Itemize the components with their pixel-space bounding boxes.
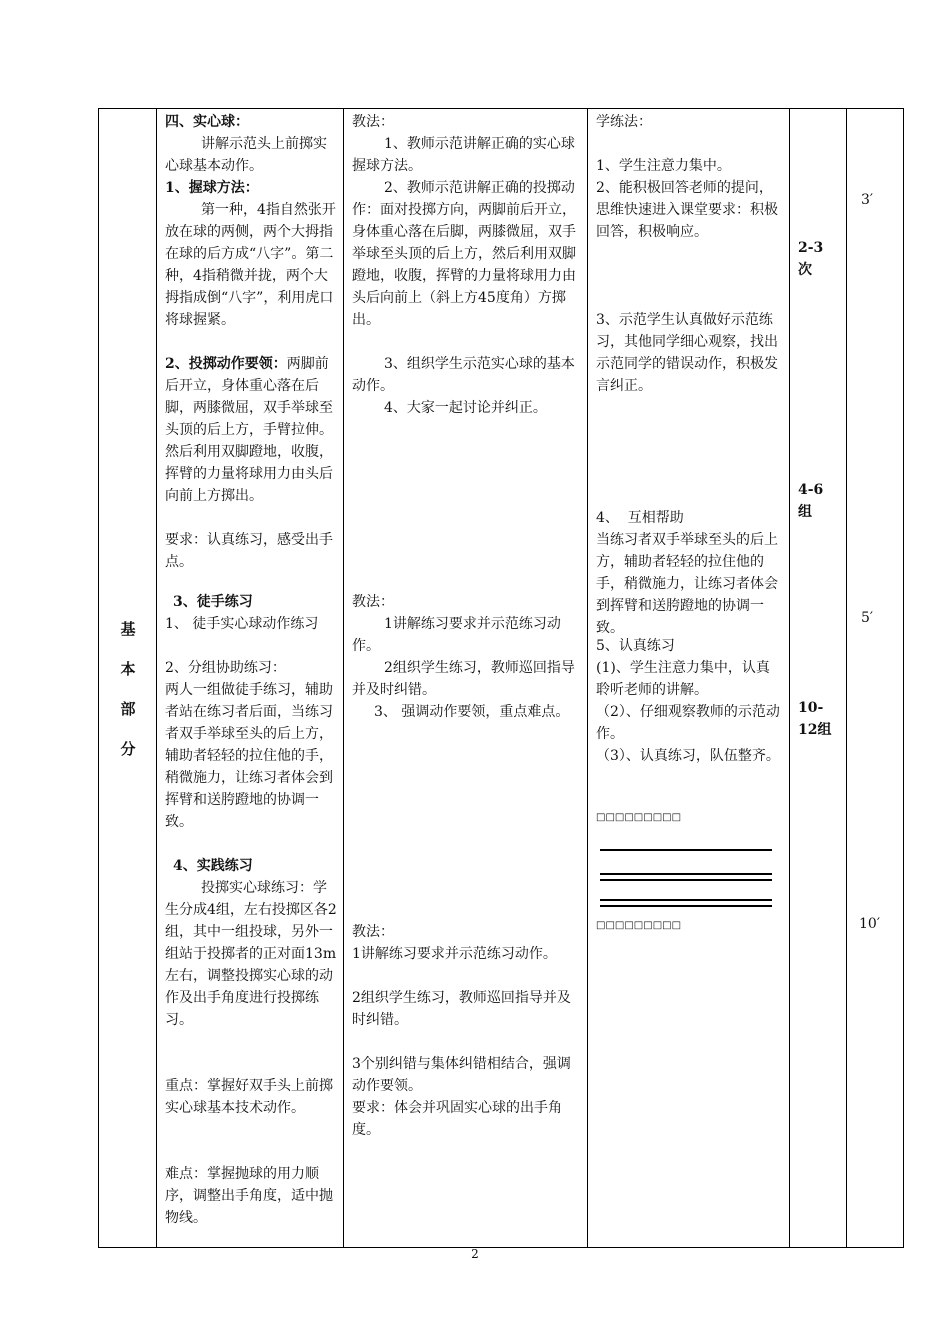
touzhi-text: 两脚前后开立，身体重心落在后脚，两膝微屈，双手举球至头顶的后上方，手臂拉伸。然后利用双脚蹬地，收腹，挥臂的力量将球用力由头后向前上方掷出。: [165, 356, 333, 504]
jiaofa-2-item-3: 3、 强调动作要领，重点难点。: [374, 704, 570, 720]
heading-woqiu: 1、握球方法：: [165, 180, 259, 196]
heading-shijian: 4、实践练习: [173, 858, 253, 874]
touzhi-block: [165, 353, 339, 507]
jiaofa-1-item-2: 2、教师示范讲解正确的投掷动作：面对投掷方向，两脚前后开立，身体重心落在后脚，两膝微屈，双手举球至头顶的后上方，然后利用双脚蹬地，收腹，挥臂的力量将球用力由头后向前上（斜上方45度角）方掷出。: [352, 180, 576, 328]
heading-tushou: 3、徒手练习: [173, 594, 253, 610]
jiaofa-label-2: 教法：: [352, 594, 394, 610]
count-value: 2-3 次: [798, 240, 824, 278]
jiaofa-2-item-1: 1讲解练习要求并示范练习动作。: [352, 616, 561, 654]
jiaofa-1-item-3: 3、组织学生示范实心球的基本动作。: [352, 356, 575, 394]
formation-boxes-bottom: □□□□□□□□□: [596, 920, 682, 931]
jiaofa-2-item-2: 2组织学生练习，教师巡回指导并及时纠错。: [352, 660, 575, 698]
learning-item-2: 2、能积极回答老师的提问，思维快速进入课堂要求：积极回答，积极响应。: [596, 180, 778, 240]
xuelianfa-label: 学练法：: [596, 114, 652, 130]
learning-item-4: 4、 互相帮助: [596, 510, 684, 526]
learning-item-1: 1、学生注意力集中。: [596, 158, 731, 174]
heading-shixinqiu: 四、实心球：: [165, 114, 249, 130]
formation-line: [600, 873, 772, 875]
formation-line: [600, 849, 772, 851]
intro-text: 讲解示范头上前掷实心球基本动作。: [165, 136, 327, 174]
formation-line: [600, 899, 772, 901]
learning-item-5: 5、认真练习: [596, 638, 675, 654]
count-column: [790, 109, 847, 1247]
learning-method-column: [588, 109, 790, 1247]
jiaofa-label-1: 教法：: [352, 114, 394, 130]
requirement-1: 要求：认真练习，感受出手点。: [165, 532, 333, 570]
time-value: 10′: [859, 916, 880, 932]
learning-item-3: 3、示范学生认真做好示范练习，其他同学细心观察，找出示范同学的错误动作，积极发言纠正。: [596, 312, 778, 394]
jiaofa-3-item-3: 3个别纠错与集体纠错相结合，强调动作要领。: [352, 1056, 571, 1094]
formation-line: [600, 879, 772, 881]
lesson-plan-table: [98, 108, 904, 1248]
jiaofa-1-item-1: 1、教师示范讲解正确的实心球握球方法。: [352, 136, 575, 174]
section-char: 分: [120, 740, 136, 758]
section-label: [119, 609, 137, 769]
jiaofa-label-3: 教法：: [352, 924, 394, 940]
woqiu-text: 第一种，4指自然张开放在球的两侧，两个大拇指在球的后方成“八字”。第二种，4指稍微并拢，两个大拇指成倒“八字”，利用虎口将球握紧。: [165, 202, 336, 328]
learning-item-5-1: (1)、学生注意力集中，认真聆听老师的讲解。: [596, 660, 770, 698]
learning-item-4-text: 当练习者双手举球至头的后上方，辅助者轻轻的拉住他的手，稍微施力，让练习者体会到挥臂和送胯蹬地的协调一致。: [596, 532, 778, 636]
key-point: 重点：掌握好双手头上前掷实心球基本技术动作。: [165, 1078, 333, 1116]
jiaofa-1-item-4: 4、大家一起讨论并纠正。: [384, 400, 547, 416]
content-column: [157, 109, 344, 1247]
tushou-item-2: 2、分组协助练习：: [165, 660, 286, 676]
section-char: 基: [120, 620, 136, 638]
section-column: [99, 109, 157, 1247]
learning-item-5-3: （3）、认真练习，队伍整齐。: [596, 748, 780, 764]
formation-boxes-top: □□□□□□□□□: [596, 812, 682, 823]
difficult-point: 难点：掌握抛球的用力顺序，调整出手角度，适中抛物线。: [165, 1166, 333, 1226]
teaching-method-column: [344, 109, 588, 1247]
time-value: 5′: [861, 610, 874, 626]
heading-touzhi: 2、投掷动作要领：: [165, 356, 287, 372]
time-column: [847, 109, 903, 1247]
shijian-text: 投掷实心球练习：学生分成4组，左右投掷区各2组，其中一组投球，另外一组站于投掷者的正对面13m左右，调整投掷实心球的动作及出手角度进行投掷练习。: [165, 880, 337, 1028]
jiaofa-3-item-2: 2组织学生练习，教师巡回指导并及时纠错。: [352, 990, 571, 1028]
formation-line: [600, 905, 772, 907]
time-value: 3′: [861, 192, 874, 208]
count-value: 10- 12组: [798, 700, 832, 738]
tushou-item-2-text: 两人一组做徒手练习，辅助者站在练习者后面，当练习者双手举球至头的后上方，辅助者轻轻的拉住他的手，稍微施力，让练习者体会到挥臂和送胯蹬地的协调一致。: [165, 682, 333, 830]
count-value: 4-6 组: [798, 482, 824, 520]
section-char: 部: [120, 700, 136, 718]
learning-item-5-2: （2）、仔细观察教师的示范动作。: [596, 704, 780, 742]
tushou-item-1: 1、 徒手实心球动作练习: [165, 616, 319, 632]
page-number: 2: [471, 1247, 479, 1261]
jiaofa-3-item-1: 1讲解练习要求并示范练习动作。: [352, 946, 557, 962]
section-char: 本: [120, 660, 136, 678]
jiaofa-3-item-4: 要求：体会并巩固实心球的出手角度。: [352, 1100, 562, 1138]
